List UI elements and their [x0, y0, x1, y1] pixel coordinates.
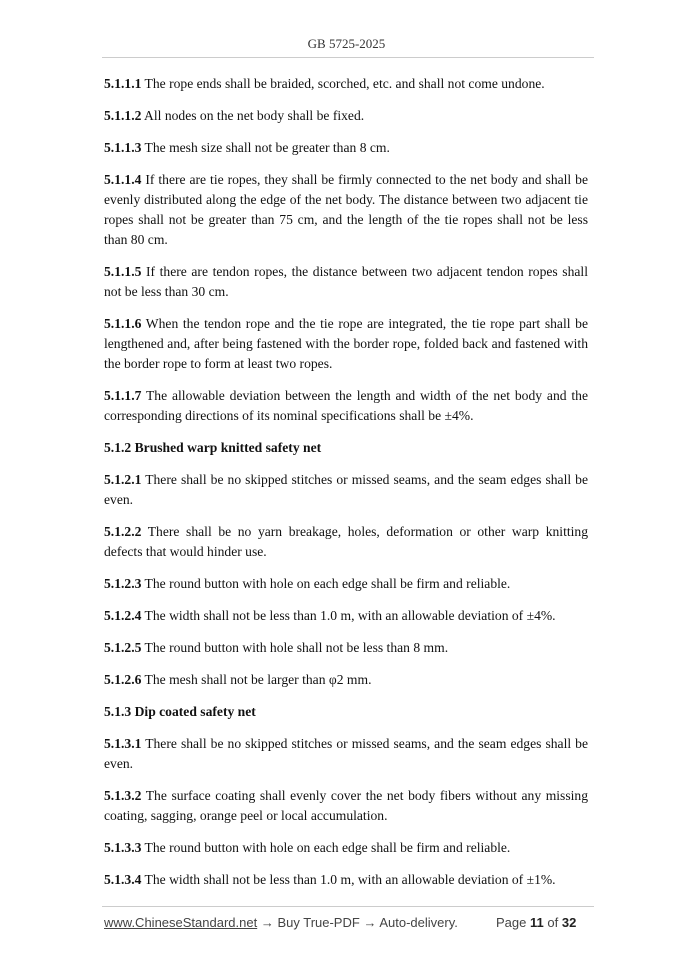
clause-5-1-1-1 — [104, 74, 588, 94]
clause-text: The round button with hole shall not be less than 8 mm. — [144, 640, 449, 655]
clause-text: When the tendon rope and the tie rope are integrated, the tie rope part shall be lengthened and, after being fastened with the border rope, folded back and fastened with the border rope to form at least two ropes. — [104, 316, 588, 371]
footer-links — [104, 915, 458, 930]
clause-number: 5.1.1.3 — [104, 140, 142, 155]
document-body — [104, 74, 588, 902]
clause-5-1-3-3 — [104, 838, 588, 858]
clause-text: There shall be no skipped stitches or missed seams, and the seam edges shall be even. — [104, 472, 589, 507]
clause-5-1-1-5 — [104, 262, 588, 302]
clause-text: There shall be no yarn breakage, holes, deformation or other warp knitting defects that would hinder use. — [104, 524, 588, 559]
page-header — [0, 36, 693, 52]
total-pages-number: 32 — [561, 915, 577, 930]
heading-text: Dip coated safety net — [134, 704, 256, 719]
clause-number: 5.1.2.2 — [104, 524, 142, 539]
standard-code: GB 5725-2025 — [307, 36, 386, 51]
clause-number: 5.1.2.1 — [104, 472, 142, 487]
clause-5-1-1-3 — [104, 138, 588, 158]
clause-5-1-1-2 — [104, 106, 588, 126]
clause-number: 5.1.1.4 — [104, 172, 142, 187]
clause-5-1-3-2 — [104, 786, 588, 826]
page-label: Page — [496, 915, 527, 930]
clause-5-1-2-3 — [104, 574, 588, 594]
clause-text: The mesh size shall not be greater than 8 cm. — [144, 140, 390, 155]
clause-number: 5.1.2.6 — [104, 672, 142, 687]
header-divider — [102, 57, 594, 58]
page-of-label: of — [547, 915, 559, 930]
clause-number: 5.1.1.2 — [104, 108, 142, 123]
clause-text: All nodes on the net body shall be fixed. — [144, 108, 365, 123]
clause-5-1-3-1 — [104, 734, 588, 774]
clause-5-1-1-4 — [104, 170, 588, 250]
clause-number: 5.1.3.2 — [104, 788, 142, 803]
auto-delivery-text: Auto-delivery. — [379, 915, 458, 930]
clause-text: The surface coating shall evenly cover the net body fibers without any missing coating, sagging, orange peel or local accumulation. — [104, 788, 588, 823]
clause-text: The width shall not be less than 1.0 m, with an allowable deviation of ±1%. — [144, 872, 556, 887]
clause-number: 5.1.1.1 — [104, 76, 142, 91]
clause-text: The width shall not be less than 1.0 m, with an allowable deviation of ±4%. — [144, 608, 556, 623]
page-indicator — [496, 915, 576, 930]
clause-number: 5.1.2.4 — [104, 608, 142, 623]
clause-5-1-2-6 — [104, 670, 588, 690]
clause-number: 5.1.3.1 — [104, 736, 142, 751]
clause-5-1-2-4 — [104, 606, 588, 626]
clause-number: 5.1.3.3 — [104, 840, 142, 855]
heading-number: 5.1.3 — [104, 704, 132, 719]
clause-text: There shall be no skipped stitches or missed seams, and the seam edges shall be even. — [104, 736, 589, 771]
clause-5-1-2-1 — [104, 470, 588, 510]
heading-number: 5.1.2 — [104, 440, 132, 455]
clause-number: 5.1.3.4 — [104, 872, 142, 887]
section-heading-5-1-3 — [104, 702, 588, 722]
clause-5-1-3-4 — [104, 870, 588, 890]
section-heading-5-1-2 — [104, 438, 588, 458]
clause-5-1-1-6 — [104, 314, 588, 374]
current-page-number: 11 — [530, 915, 544, 930]
clause-5-1-2-5 — [104, 638, 588, 658]
buy-pdf-text: Buy True-PDF — [277, 915, 360, 930]
clause-number: 5.1.2.5 — [104, 640, 142, 655]
clause-5-1-1-7 — [104, 386, 588, 426]
clause-number: 5.1.2.3 — [104, 576, 142, 591]
clause-text: The round button with hole on each edge shall be firm and reliable. — [144, 840, 511, 855]
clause-5-1-2-2 — [104, 522, 588, 562]
clause-number: 5.1.1.6 — [104, 316, 142, 331]
footer-divider — [102, 906, 594, 907]
arrow-right-icon: → — [260, 915, 274, 930]
site-link[interactable]: www.ChineseStandard.net — [104, 915, 258, 930]
clause-text: If there are tie ropes, they shall be firmly connected to the net body and shall be evenly distributed along the edge of the net body. The distance between two adjacent tie ropes shall not be greater than 75 cm, and the length of the tie ropes shall not be less than 80 cm. — [104, 172, 588, 247]
clause-number: 5.1.1.5 — [104, 264, 142, 279]
clause-number: 5.1.1.7 — [104, 388, 142, 403]
clause-text: If there are tendon ropes, the distance between two adjacent tendon ropes shall not be less than 30 cm. — [104, 264, 588, 299]
clause-text: The mesh shall not be larger than φ2 mm. — [144, 672, 372, 687]
clause-text: The rope ends shall be braided, scorched, etc. and shall not come undone. — [144, 76, 545, 91]
heading-text: Brushed warp knitted safety net — [134, 440, 322, 455]
clause-text: The allowable deviation between the length and width of the net body and the corresponding directions of its nominal specifications shall be ±4%. — [104, 388, 588, 423]
clause-text: The round button with hole on each edge shall be firm and reliable. — [144, 576, 511, 591]
arrow-right-icon: → — [363, 915, 377, 930]
